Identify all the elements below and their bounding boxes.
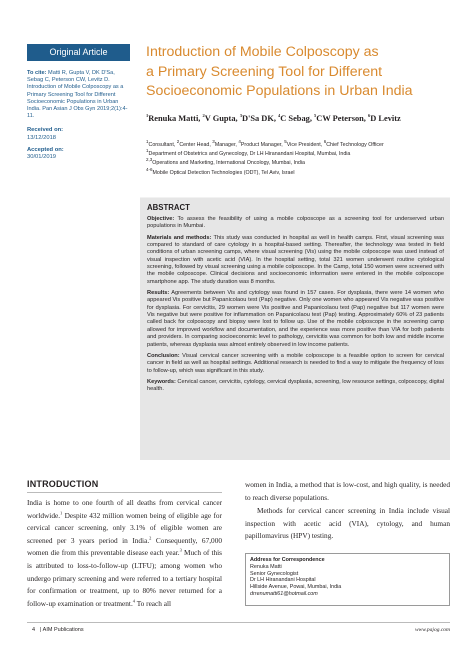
section-text: This study was conducted in hospital as well in health camps. First, visual screening was compared to standard of care cytology in a hospital-based setting. Thereafter, the technology was tested in field conditions of urban screening camps, where visual screening (Vis) using the mobile colposcope was used instead of visual inspection with acetic acid (VIA). In the hospital setting, total 321 women underwent routine cytological screening, followed by visual screening using a mobile colposcope. In the Camp, total 150 women were screened with the mobile colposcope. Clinical decisions and socioeconomic information were entered in the mobile colposcope smartphone app. The study duration was 8 months. [147, 234, 445, 285]
body-column-right [245, 479, 450, 543]
section-label: Materials and methods: [147, 234, 212, 241]
section-text: Visual cervical cancer screening with a mobile colposcope is a feasible option to screen for cervical cancer in field as well as hospital settings. Additional research is needed to find a way to mitigate the frequency of loss to follow-up, which was significant in this study. [147, 352, 444, 374]
abstract-keywords [147, 379, 444, 394]
correspondence-line: Dr LH Hiranandani Hospital [250, 577, 316, 584]
article-type-badge: Original Article [27, 44, 130, 61]
correspondence-heading: Address for Correspondence [250, 557, 325, 563]
publisher-name: | AIM Publications [40, 627, 84, 633]
title-line: Socioeconomic Populations in Urban India [146, 83, 413, 99]
section-label: Results: [147, 290, 170, 297]
affiliation-line: $^{4-6}$Mobile Optical Detection Technologies (ODT), Tel Aviv, Israel [146, 166, 295, 176]
body-column-left [27, 479, 222, 610]
section-text: To assess the feasibility of using a mobile colposcope as a screening tool for underserved urban populations in Mumbai. [147, 216, 444, 230]
introduction-heading: INTRODUCTION [27, 479, 222, 493]
affiliation-line: $^{2,3}$Operations and Marketing, International Oncology, Mumbai, India [146, 157, 305, 167]
section-text: Cervical cancer, cervicitis, cytology, cervical dysplasia, screening, low resource settings, colposcopy, digital health. [147, 378, 444, 393]
intro-paragraph-continued: women in India, a method that is low-cost, and high quality, is needed to reach diverse populations. [245, 480, 450, 502]
methods-paragraph: Methods for cervical cancer screening in India include visual inspection with acetic acid (VIA), cytology, and human papillomavirus (HPV) testing. [245, 506, 450, 541]
correspondence-email[interactable]: drrenumatti61@hotmail.com [250, 590, 318, 597]
title-line: a Primary Screening Tool for Different [146, 63, 383, 80]
abstract-conclusion [147, 353, 444, 375]
abstract-box [140, 197, 450, 460]
section-label: Conclusion: [147, 352, 180, 359]
abstract-methods [147, 235, 444, 286]
section-label: Keywords: [147, 378, 176, 385]
journal-url[interactable]: www.pajog.com [414, 627, 450, 633]
accepted-date: 30/01/2019 [27, 154, 57, 161]
section-text: Agreements between Vis and cytology was found in 157 cases. For dysplasia, there were 14 women who appeared Vis positive but Papanicolaou test (Pap) negative. Only one women who appeared Vis negative was positive for dysplasia. For cervicitis, 29 women were Vis positive and Papanicolaou test (Pap) negative but 117 women were Vis negative but were positive for inflammation on Papanicolaou test (Pap) testing. Approximately 60% of 23 patients called back for colposcopy and biopsy were lost to follow up. Use of the mobile colposcope in the screening camp allowed for improved workflow and documentation, and the experience was more positive than VIA for both patients and providers. In comparing socioeconomic level to pathology, cervicitis was common for both low and middle income patients, whereas dysplasia was almost entirely observed in low income patients. [147, 290, 444, 348]
accepted-label: Accepted on: [27, 146, 64, 153]
intro-paragraph: India is home to one fourth of all deaths from cervical cancer worldwide.$^1$ Despite 432 million women being of eligible age for cervical cancer screening, only 3.1% of eligible women are screened per 3 years period in India.$^2$ Consequently, 67,000 women die from this preventable disease each year.$^3$ Much of this is attributed to loss-to-follow-up (LTFU); among women who undergo primary screening and were referred to a tertiary hospital for confirmation or treatment, up to 80% never returned for a follow-up examination or treatment.$^4$ To reach all [27, 498, 222, 608]
affiliations [146, 141, 451, 178]
article-info-sidebar [27, 44, 130, 166]
correspondence-line: Renuka Matti [250, 563, 282, 570]
cite-label: To cite: [27, 70, 47, 76]
received-label: Received on: [27, 127, 64, 134]
abstract-objective [147, 216, 444, 231]
correspondence-line: Senior Gynecologist [250, 570, 299, 577]
received-date: 13/12/2018 [27, 134, 57, 141]
publisher-label: AIM Publications [42, 627, 84, 633]
article-title [146, 43, 446, 102]
affiliation-line: $^1$Department of Obstetrics and Gynecology, Dr LH Hiranandani Hospital, Mumbai, India [146, 148, 351, 158]
citation-block [27, 70, 130, 120]
abstract-heading: ABSTRACT [147, 203, 190, 212]
page-number: 4 [32, 627, 36, 633]
section-label: Objective: [147, 216, 175, 222]
affiliation-line: $^1$Consultant, $^2$Center Head, $^3$Manager, $^4$Product Manager, $^5$Vice President, $^6$Chief Technology Officer [146, 139, 384, 148]
dates-block [27, 127, 130, 161]
footer-divider [27, 622, 450, 623]
abstract-results [147, 290, 444, 349]
correspondence-line: Hillside Avenue, Powai, Mumbai, India [250, 584, 342, 591]
cite-text: Matti R, Gupta V, DK D'Sa, Sebag C, Peterson CW, Levitz D. Introduction of Mobile Colposcopy as a Primary Screening Tool for Different Socioeconomic Populations in Urban India. Pan Asian J Obs Gyn 2019;2(1):4-11. [27, 70, 128, 120]
correspondence-box [245, 553, 450, 606]
title-line: Introduction of Mobile Colposcopy as [146, 44, 379, 60]
author-list: $^1$Renuka Matti, $^2$V Gupta, $^3$D'Sa DK, $^4$C Sebag, $^5$CW Peterson, $^6$D Levitz [146, 113, 401, 123]
